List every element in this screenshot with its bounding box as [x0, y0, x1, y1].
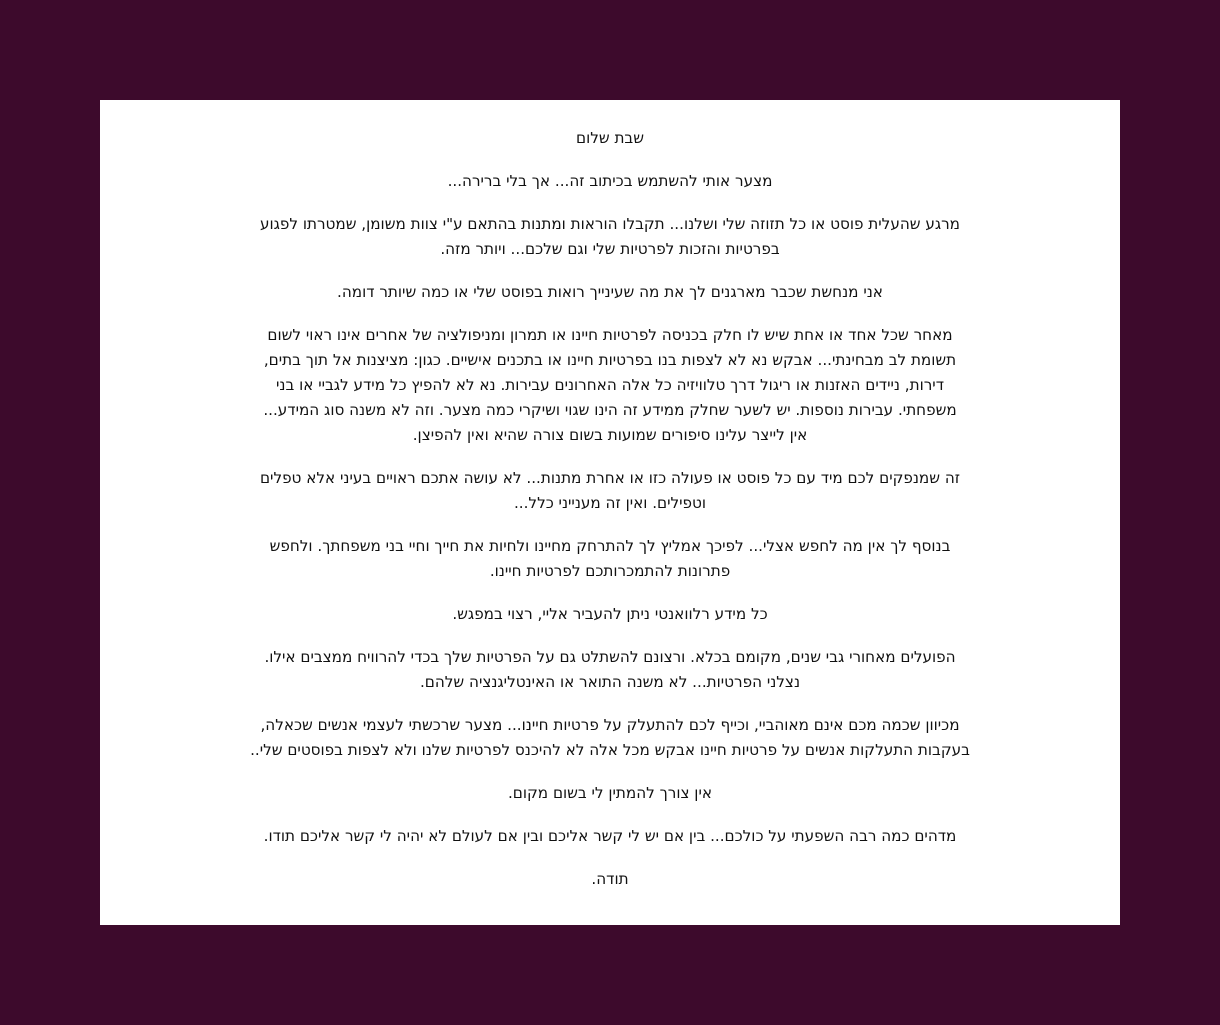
body-paragraph — [200, 781, 1020, 806]
body-paragraph — [200, 824, 1020, 849]
text-line: זה שמנפקים לכם מיד עם כל פוסט או פעולה כזו או אחרת מתנות... לא עושה אתכם ראויים בעיני אלא טפלים — [259, 469, 961, 487]
closing-paragraph — [200, 867, 1020, 892]
text-line: מדהים כמה רבה השפעתי על כולכם... בין אם יש לי קשר אליכם ובין אם לעולם לא יהיה לי קשר אליכם תודו. — [263, 827, 957, 845]
text-line: תודה. — [591, 870, 629, 888]
apology-paragraph — [200, 169, 1020, 194]
greeting-paragraph — [200, 126, 1020, 151]
text-line: בעקבות התעלקות אנשים על פרטיות חיינו אבקש מכל אלה לא להיכנס לפרטיות שלנו ולא לצפות בפוסטים שלי.. — [250, 741, 970, 759]
text-line: אין לייצר עלינו סיפורים שמועות בשום צורה שהיא ואין להפיצן. — [412, 426, 808, 444]
text-line: מכיוון שכמה מכם אינם מאוהביי, וכייף לכם להתעלק על פרטיות חיינו... מצער שרכשתי לעצמי אנשים שכאלה, — [260, 716, 960, 734]
text-line: אני מנחשת שכבר מארגנים לך את מה שעינייך רואות בפוסט שלי או כמה שיותר דומה. — [337, 283, 883, 301]
text-line: שבת שלום — [576, 129, 644, 147]
text-line: אין צורך להמתין לי בשום מקום. — [507, 784, 712, 802]
body-paragraph — [200, 602, 1020, 627]
text-line: דירות, ניידים האזנות או ריגול דרך טלוויזיה כל אלה האחרונים עבירות. נא לא להפיץ כל מידע לגביי או בני — [276, 376, 944, 394]
text-line: תשומת לב מבחינתי... אבקש נא לא לצפות בנו בפרטיות חיינו או בתכנים אישיים. כגון: מציצנות אל תוך בתים, — [263, 351, 957, 369]
document-page — [100, 100, 1120, 925]
body-paragraph — [200, 713, 1020, 763]
text-line: כל מידע רלוואנטי ניתן להעביר אליי, רצוי במפגש. — [452, 605, 768, 623]
text-line: בפרטיות והזכות לפרטיות שלי וגם שלכם... ויותר מזה. — [440, 240, 780, 258]
body-paragraph — [200, 280, 1020, 305]
body-paragraph — [200, 645, 1020, 695]
text-line: הפועלים מאחורי גבי שנים, מקומם בכלא. ורצונם להשתלט גם על הפרטיות שלך בכדי להרוויח ממצבים אילו. — [264, 648, 956, 666]
body-paragraph — [200, 323, 1020, 448]
text-line: מרגע שהעלית פוסט או כל תזוזה שלי ושלנו... תקבלו הוראות ומתנות בהתאם ע"י צוות משומן, שמטרתו לפגוע — [259, 215, 960, 233]
text-line: נצלני הפרטיות... לא משנה התואר או האינטליגנציה שלהם. — [419, 673, 801, 691]
text-line: וטפילים. ואין זה מענייני כלל... — [513, 494, 707, 512]
body-paragraph — [200, 534, 1020, 584]
text-line: משפחתי. עבירות נוספות. יש לשער שחלק ממידע זה הינו שגוי ושיקרי כמה מצער. וזה לא משנה סוג המידע... — [263, 401, 957, 419]
body-paragraph — [200, 466, 1020, 516]
text-line: מצער אותי להשתמש בכיתוב זה... אך בלי ברירה... — [447, 172, 773, 190]
body-paragraph — [200, 212, 1020, 262]
text-line: פתרונות להתמכרותכם לפרטיות חיינו. — [489, 562, 731, 580]
text-line: מאחר שכל אחד או אחת שיש לו חלק בכניסה לפרטיות חיינו או תמרון ומניפולציה של אחרים אינו ראוי לשום — [267, 326, 953, 344]
text-line: בנוסף לך אין מה לחפש אצלי... לפיכך אמליץ לך להתרחק מחיינו ולחיות את חייך וחיי בני משפחתך. ולחפש — [269, 537, 951, 555]
